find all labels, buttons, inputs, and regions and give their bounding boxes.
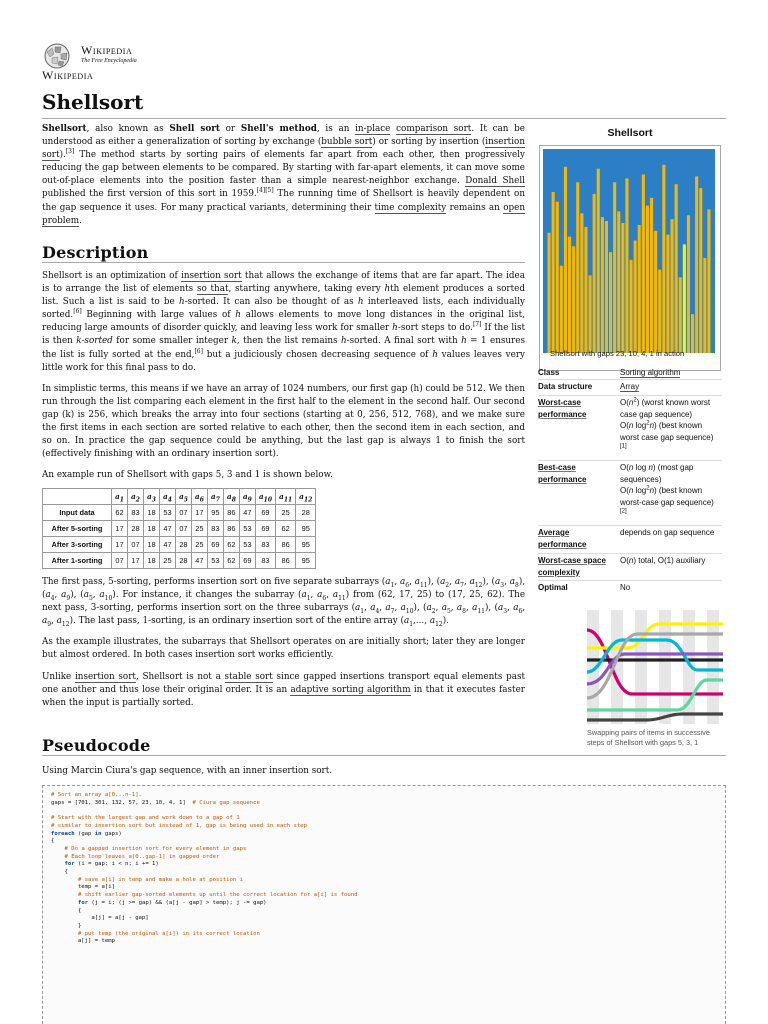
code-line: # save a[i] in temp and make a hole at position i xyxy=(77,876,243,883)
bar xyxy=(548,233,551,353)
table-cell: 86 xyxy=(276,553,296,569)
description-heading: Description xyxy=(42,243,149,262)
bar xyxy=(662,165,665,353)
swap-caption: Swapping pairs of items in successive steps of Shellsort with gaps 5, 3, 1 xyxy=(587,728,710,747)
title-divider xyxy=(42,118,726,119)
code-line: # shift earlier gap-sorted elements up until the correct location for a[i] is found xyxy=(77,892,358,899)
step-column xyxy=(659,610,671,724)
bar xyxy=(568,237,571,353)
code-line: { xyxy=(51,907,82,914)
table-cell: 69 xyxy=(255,521,275,537)
table-cell: 86 xyxy=(276,537,296,553)
infobox-value: depends on gap sequence xyxy=(620,528,715,537)
code-line: # Each loop leaves a[0..gap-1] in gapped order xyxy=(64,853,220,860)
link-adaptive-sorting[interactable]: adaptive sorting algorithm xyxy=(290,684,411,695)
description-p6: Unlike insertion sort, Shellsort is not a stable sort since gapped insertions transport equal elements past one another and thus lose their original order. It is an adaptive sorting algorithm in that it executes faster when the input is partially sorted. xyxy=(42,671,526,708)
table-row xyxy=(43,505,316,521)
bar xyxy=(687,215,690,353)
link-open-problem[interactable]: open problem xyxy=(42,202,525,226)
infobox-rows xyxy=(538,364,722,604)
bar xyxy=(597,169,600,353)
table-cell: 18 xyxy=(143,553,159,569)
table-corner xyxy=(43,489,112,505)
table-cell: 95 xyxy=(296,537,316,553)
infobox-value: $O(n^2)$ (worst known worst case gap sequence) O(n $\log^2n$) (best known worst case gap sequence)[1] xyxy=(620,397,714,450)
table-header-cell: $a_2$ xyxy=(127,489,143,505)
code-line: temp = a[i] xyxy=(51,884,115,891)
table-header-cell: $a_{11}$ xyxy=(276,489,296,505)
table-cell: 17 xyxy=(112,537,128,553)
bar xyxy=(646,206,649,353)
bar xyxy=(605,221,608,353)
code-line: foreach (gap in gaps) xyxy=(51,830,122,837)
description-p3: An example run of Shellsort with gaps 5, 3 and 1 is shown below. xyxy=(42,470,333,481)
bar xyxy=(703,258,706,353)
table-cell: 62 xyxy=(276,521,296,537)
table-cell: 28 xyxy=(175,537,191,553)
code-line: # Sort an array a[0...n-1]. xyxy=(51,792,142,798)
swap-line xyxy=(587,634,723,698)
code-line: # Start with the largest gap and work down to a gap of 1 xyxy=(51,815,240,822)
code-line: } xyxy=(51,922,82,929)
table-header-cell: $a_6$ xyxy=(191,489,207,505)
bar xyxy=(638,225,641,353)
infobox-key[interactable]: Best-case performance xyxy=(538,463,587,484)
example-run-table xyxy=(42,488,316,569)
table-cell: 53 xyxy=(239,537,255,553)
table-header-row xyxy=(43,489,316,505)
swap-line xyxy=(587,624,723,648)
infobox-key: Data structure xyxy=(538,382,593,391)
description-body-2 xyxy=(42,576,525,718)
bar xyxy=(593,194,596,353)
infobox-separator xyxy=(538,379,722,380)
table-cell: 62 xyxy=(112,505,128,521)
table-cell: 47 xyxy=(191,553,207,569)
bar xyxy=(650,198,653,353)
infobox-separator xyxy=(538,525,722,526)
table-header-cell: $a_{10}$ xyxy=(255,489,275,505)
table-row xyxy=(43,521,316,537)
table-cell: 53 xyxy=(159,505,175,521)
bar xyxy=(666,235,669,353)
link-donald-shell[interactable]: Donald Shell xyxy=(465,176,526,187)
description-p5: As the example illustrates, the subarrays that Shellsort operates on are initially short; later they are longer but almost ordered. In both cases insertion sort works efficiently. xyxy=(42,637,525,661)
code-line: # put temp (the original a[i]) in its correct location xyxy=(77,930,260,937)
table-cell: 28 xyxy=(175,553,191,569)
table-cell: 25 xyxy=(276,505,296,521)
infobox-key: Class xyxy=(538,368,560,377)
table-cell: 18 xyxy=(143,505,159,521)
link-insertion-sort-3[interactable]: insertion sort xyxy=(74,671,136,682)
table-cell: 69 xyxy=(239,553,255,569)
table-cell: 95 xyxy=(296,553,316,569)
infobox-key[interactable]: Average performance xyxy=(538,528,587,549)
table-header-cell: $a_{12}$ xyxy=(296,489,316,505)
table-header-cell: $a_9$ xyxy=(239,489,255,505)
code-block[interactable] xyxy=(42,785,726,1024)
table-cell: 86 xyxy=(223,521,239,537)
bar xyxy=(691,314,694,353)
bar xyxy=(576,182,579,353)
link-stable-sort[interactable]: stable sort xyxy=(224,671,273,682)
infobox-separator xyxy=(538,395,722,396)
link-time-complexity[interactable]: time complexity xyxy=(374,202,447,213)
animation-caption: Shellsort with gaps 23, 10, 4, 1 in action xyxy=(550,349,685,358)
bar xyxy=(552,192,555,353)
bar xyxy=(675,184,678,353)
infobox-value: No xyxy=(620,583,631,592)
bar xyxy=(556,202,559,353)
infobox-key: Optimal xyxy=(538,583,568,592)
infobox-value: О(n) total, O(1) auxiliary xyxy=(620,556,706,565)
bar xyxy=(580,213,583,353)
bar xyxy=(654,231,657,353)
table-cell: 07 xyxy=(127,537,143,553)
table-cell: 28 xyxy=(127,521,143,537)
animation-frame[interactable] xyxy=(539,145,721,371)
tagline: The Free Encyclopedia xyxy=(81,58,137,64)
bar xyxy=(658,270,661,353)
step-column xyxy=(707,610,719,724)
infobox-key[interactable]: Worst-case performance xyxy=(538,398,587,419)
table-row-label: After 1-sorting xyxy=(43,553,112,569)
bar xyxy=(601,217,604,353)
table-row-label: Input data xyxy=(43,505,112,521)
code-line: a[j] = temp xyxy=(51,938,115,945)
bar xyxy=(707,209,710,353)
infobox-title: Shellsort xyxy=(607,127,653,139)
bar xyxy=(613,182,616,353)
bar xyxy=(572,246,575,353)
wikipedia-globe-logo[interactable] xyxy=(42,42,72,70)
table-header-cell: $a_5$ xyxy=(175,489,191,505)
bar xyxy=(560,266,563,353)
table-row xyxy=(43,537,316,553)
pseudocode-intro: Using Marcin Ciura's gap sequence, with an inner insertion sort. xyxy=(42,766,333,776)
infobox-value[interactable]: Array xyxy=(620,382,640,391)
table-cell: 95 xyxy=(207,505,223,521)
table-header-cell: $a_4$ xyxy=(159,489,175,505)
bar xyxy=(679,277,682,353)
code-line: { xyxy=(51,838,55,845)
link-so-that[interactable]: so that xyxy=(196,284,229,295)
pseudocode-divider xyxy=(42,755,726,756)
code-line: a[j] = a[j - gap] xyxy=(51,915,149,922)
infobox-value: O(n log n) (most gap sequences) O(n $\log^2n$) (best known worst-case gap sequence)[2] xyxy=(620,463,714,515)
code-line: # similar to insertion sort but instead of 1, gap is being used in each step xyxy=(51,822,307,829)
table-cell: 25 xyxy=(191,537,207,553)
bar xyxy=(699,188,702,353)
table-cell: 47 xyxy=(159,537,175,553)
bar xyxy=(589,275,592,353)
bar xyxy=(617,211,620,353)
bar xyxy=(671,219,674,353)
table-cell: 86 xyxy=(223,505,239,521)
code-lines xyxy=(51,792,357,946)
table-cell: 83 xyxy=(255,553,275,569)
description-p4: The first pass, 5-sorting, performs insertion sort on five separate subarrays ($a_1$, $a_6$, $a_{11}$), ($a_2$, $a_7$, $a_{12}$), ($a_3$, $a_8$), ($a_4$, $a_9$), ($a_5$, $a_{10}$). For instance, it changes the subarray ($a_1$, $a_6$, $a_{11}$) from (62, 17, 25) to (17, 25, 62). The next pass, 3-sorting, performs insertion sort on the three subarrays ($a_1$, $a_4$, $a_7$, $a_{10}$), ($a_2$, $a_5$, $a_8$, $a_{11}$), ($a_3$, $a_6$, $a_9$, $a_{12}$). The last pass, 1-sorting, is an ordinary insertion sort of the entire array ($a_1$,..., $a_{12}$). xyxy=(42,577,526,629)
description-p2: In simplistic terms, this means if we have an array of 1024 numbers, our first gap (h) could be 512. We then run through the list comparing each element in the first half to the element in the second half. Our second gap (k) is 256, which breaks the array into four sections (starting at 0, 256, 512, 768), and we make sure the first items in each section are sorted relative to each other, then the second item in each section, and so on. In practice the gap sequence could be anything, but the last gap is always 1 to finish the sort (effectively finishing with an ordinary insertion sort). xyxy=(42,383,525,460)
bar xyxy=(564,167,567,353)
table-header-cell: $a_1$ xyxy=(112,489,128,505)
link-comparison-sort[interactable]: comparison sort xyxy=(396,124,472,134)
bar xyxy=(683,244,686,353)
step-column xyxy=(635,610,647,724)
bar xyxy=(630,260,633,353)
bar xyxy=(621,223,624,353)
infobox xyxy=(534,120,726,602)
bar-animation xyxy=(543,149,715,353)
code-line: for (j = i; (j >= gap) && (a[j - gap] > temp); j -= gap) xyxy=(77,899,267,906)
bar xyxy=(609,252,612,353)
infobox-separator xyxy=(538,460,722,461)
table-cell: 28 xyxy=(296,505,316,521)
table-cell: 07 xyxy=(175,521,191,537)
bar xyxy=(584,227,587,353)
swap-diagram-svg xyxy=(587,610,723,724)
infobox-value[interactable]: Sorting algorithm xyxy=(620,368,681,377)
code-line: gaps = [701, 301, 132, 57, 23, 10, 4, 1] # Ciura gap sequence xyxy=(51,799,260,806)
table-cell: 83 xyxy=(255,537,275,553)
table-cell: 62 xyxy=(223,537,239,553)
table-cell: 07 xyxy=(175,505,191,521)
table-cell: 47 xyxy=(239,505,255,521)
table-header-cell: $a_7$ xyxy=(207,489,223,505)
link-bubble-sort[interactable]: bubble sort xyxy=(321,137,373,148)
bar xyxy=(695,176,698,353)
table-cell: 53 xyxy=(207,553,223,569)
bar xyxy=(642,175,645,353)
description-divider xyxy=(42,262,525,263)
table-cell: 17 xyxy=(112,521,128,537)
swap-line xyxy=(587,714,723,720)
table-header-cell: $a_8$ xyxy=(223,489,239,505)
table-cell: 53 xyxy=(239,521,255,537)
page-title: Shellsort xyxy=(42,90,144,114)
code-line xyxy=(51,807,357,815)
table-cell: 83 xyxy=(207,521,223,537)
wordmark-secondary: Wikipedia xyxy=(42,68,94,82)
table-cell: 69 xyxy=(207,537,223,553)
pseudocode-heading: Pseudocode xyxy=(42,736,151,755)
table-cell: 18 xyxy=(143,521,159,537)
infobox-separator xyxy=(538,553,722,554)
table-row xyxy=(43,553,316,569)
table-row-label: After 3-sorting xyxy=(43,537,112,553)
table-cell: 95 xyxy=(296,521,316,537)
wordmark: Wikipedia xyxy=(81,43,133,57)
table-header-cell: $a_3$ xyxy=(143,489,159,505)
intro-paragraph: Shellsort, also known as Shell sort or Shell's method, is an in-place comparison sort. It can be understood as either a generalization of sorting by exchange (bubble sort) or sorting by insertion (insertion sort).[3] The method starts by sorting pairs of elements far apart from each other, then progressively reducing the gap between elements to be compared. By starting with far-apart elements, it can move some out-of-place elements into the position faster than a simple nearest-neighbor exchange. Donald Shell published the first version of this sort in 1959.[4][5] The running time of Shellsort is heavily dependent on the gap sequence it uses. For many practical variants, determining their time complexity remains an open problem. xyxy=(42,124,526,226)
bar xyxy=(625,178,628,353)
swap-diagram[interactable] xyxy=(587,610,723,724)
table-cell: 25 xyxy=(191,521,207,537)
infobox-key[interactable]: Worst-case space complexity xyxy=(538,556,606,577)
table-cell: 83 xyxy=(127,505,143,521)
table-row-label: After 5-sorting xyxy=(43,521,112,537)
table-cell: 25 xyxy=(159,553,175,569)
code-line: { xyxy=(51,869,68,876)
table-cell: 47 xyxy=(159,521,175,537)
infobox-separator xyxy=(538,580,722,581)
code-line: # Do a gapped insertion sort for every element in gaps xyxy=(64,845,247,852)
link-insertion-sort-2[interactable]: insertion sort xyxy=(181,271,242,281)
table-cell: 69 xyxy=(255,505,275,521)
bar xyxy=(634,240,637,353)
table-cell: 18 xyxy=(143,537,159,553)
code-line: for (i = gap; i < n; i += 1) xyxy=(64,861,159,868)
link-insertion-sort[interactable]: insertion sort xyxy=(42,137,525,161)
table-cell: 62 xyxy=(223,553,239,569)
link-in-place[interactable]: in-place xyxy=(355,124,391,134)
table-cell: 17 xyxy=(127,553,143,569)
table-cell: 17 xyxy=(191,505,207,521)
table-cell: 07 xyxy=(112,553,128,569)
description-body: Shellsort is an optimization of insertion sort that allows the exchange of items that are far apart. The idea is to arrange the list of elements so that, starting anywhere, taking every hth element produces a sorted list. Such a list is said to be h-sorted. It can also be thought of as h interleaved lists, each individually sorted.[6] Beginning with large values of h allows elements to move long distances in the original list, reducing large amounts of disorder quickly, and leaving less work for smaller h-sort steps to do.[7] If the list is then k-sorted for some smaller integer k, then the list remains h-sorted. A final sort with h = 1 ensures the list is fully sorted at the end,[6] but a judiciously chosen decreasing sequence of h values leaves very little work for this final pass to do. In simplistic terms, this means if we have an array of 1024 numbers, our first gap (h) could be 512. We then run through the list comparing each element in the first half to the element in the second half. Our second gap (k) is 256, which breaks the array into four sections (starting at 0, 256, 512, 768), and we make sure the first items in each section are sorted relative to each other, then the second item in each section, and so on. In practice the gap sequence could be anything, but the last gap is always 1 to finish the sort (effectively finishing with an ordinary insertion sort). An example run of Shellsort with gaps 5, 3 and 1 is shown below. xyxy=(42,270,525,486)
